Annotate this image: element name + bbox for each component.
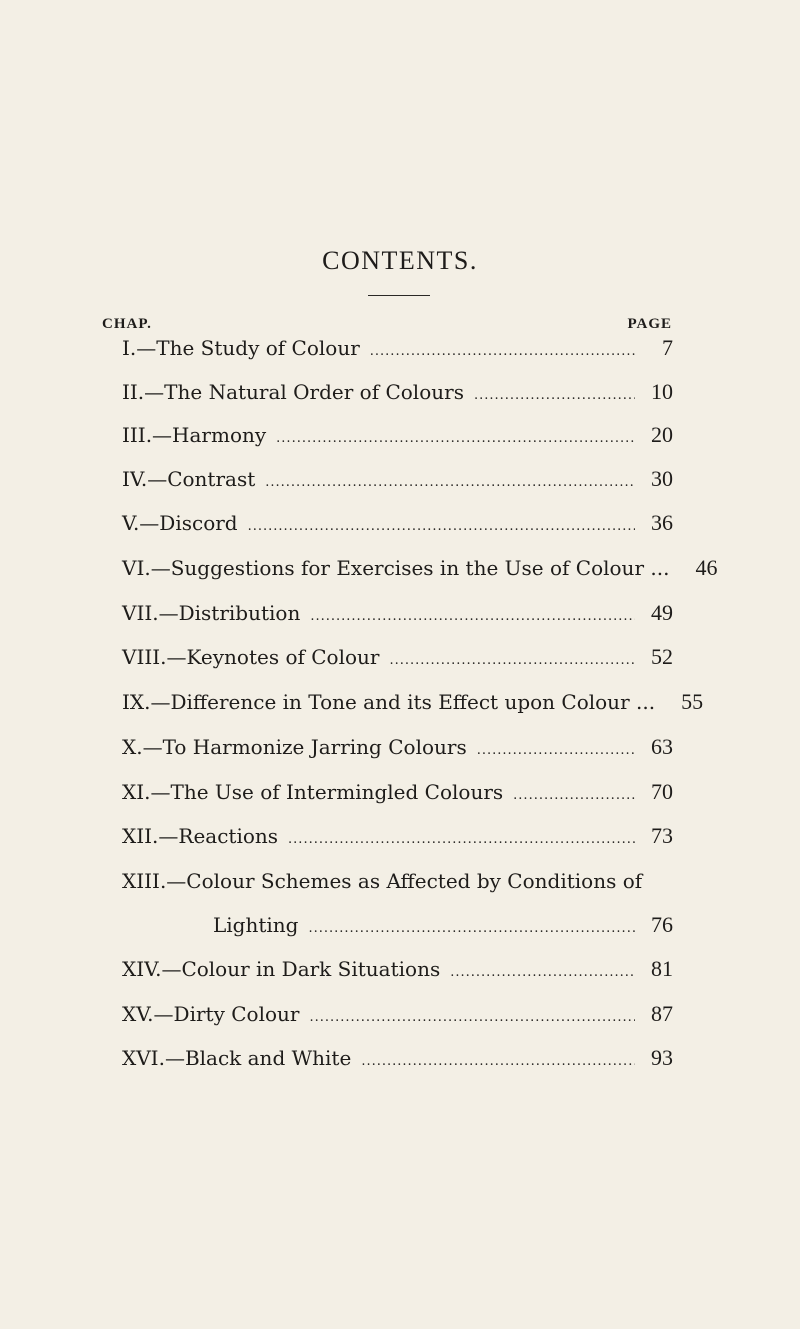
toc-entry [122, 379, 673, 405]
toc-entry-title: VII.—Distribution [122, 601, 301, 625]
toc-entry-page: 63 [651, 734, 673, 759]
leader-dots [450, 960, 635, 986]
leader-dots [309, 1005, 635, 1031]
toc-entry-page: 81 [651, 956, 673, 981]
toc-entry [122, 689, 704, 715]
page-column-label: PAGE [627, 316, 672, 332]
leader-dots [370, 339, 635, 365]
toc-entry-title: XIII.—Colour Schemes as Affected by Conditions of [122, 869, 643, 893]
toc-entry-title: IV.—Contrast [122, 467, 256, 491]
leader-dots [513, 783, 635, 809]
toc-entry [122, 644, 673, 670]
toc-entry-continuation [213, 912, 673, 938]
toc-entry-page: 30 [651, 466, 673, 491]
leader-dots [288, 827, 635, 853]
contents-heading: CONTENTS. [322, 246, 478, 275]
toc-entry-page: 20 [651, 422, 673, 447]
toc-entry-title: X.—To Harmonize Jarring Colours [122, 735, 467, 759]
toc-entry-page: 10 [651, 379, 673, 404]
toc-entry [122, 335, 673, 361]
toc-entry-title: VIII.—Keynotes of Colour [122, 645, 380, 669]
toc-entry-page: 46 [695, 555, 718, 580]
toc-entry-title-continued: Lighting [213, 913, 299, 937]
toc-entry-title: IX.—Difference in Tone and its Effect upon Colour ... [122, 690, 656, 714]
leader-dots [477, 738, 635, 764]
toc-entry-page: 93 [651, 1045, 673, 1070]
toc-entry-title: III.—Harmony [122, 423, 267, 447]
toc-entry-page: 76 [651, 912, 673, 937]
toc-entry [122, 868, 673, 894]
chapter-column-label: CHAP. [102, 316, 152, 332]
leader-dots [361, 1049, 635, 1075]
toc-entry [122, 555, 718, 581]
toc-entry [122, 1045, 673, 1071]
toc-entry-title: XIV.—Colour in Dark Situations [122, 957, 441, 981]
toc-entry-page: 70 [651, 779, 673, 804]
toc-entry-page: 87 [651, 1001, 673, 1026]
leader-dots [248, 514, 635, 540]
leader-dots [389, 648, 635, 674]
toc-entry-title: XI.—The Use of Intermingled Colours [122, 780, 504, 804]
toc-entry [122, 956, 673, 982]
toc-entry [122, 600, 673, 626]
toc-entry-page: 7 [662, 335, 673, 360]
toc-entry [122, 466, 673, 492]
toc-entry-title: II.—The Natural Order of Colours [122, 380, 464, 404]
toc-entry-page: 73 [651, 823, 673, 848]
leader-dots [265, 470, 635, 496]
toc-entry-title: VI.—Suggestions for Exercises in the Use of Colour ... [122, 556, 670, 580]
leader-dots [474, 383, 635, 409]
toc-entry-title: XII.—Reactions [122, 824, 279, 848]
toc-entry-page: 55 [681, 689, 704, 714]
toc-entry [122, 734, 673, 760]
toc-entry-title: XVI.—Black and White [122, 1046, 352, 1070]
leader-dots [276, 426, 635, 452]
toc-entry-title: XV.—Dirty Colour [122, 1002, 300, 1026]
toc-entry-page: 36 [651, 510, 673, 535]
toc-entry [122, 779, 673, 805]
toc-entry [122, 1001, 673, 1027]
toc-entry-page: 49 [651, 600, 673, 625]
leader-dots [310, 604, 635, 630]
toc-entry-title: I.—The Study of Colour [122, 336, 360, 360]
toc-entry [122, 823, 673, 849]
toc-entry-page: 52 [651, 644, 673, 669]
leader-dots [308, 916, 635, 942]
toc-entry [122, 422, 673, 448]
toc-entry [122, 510, 673, 536]
heading-rule [368, 295, 430, 296]
toc-entry-title: V.—Discord [122, 511, 238, 535]
